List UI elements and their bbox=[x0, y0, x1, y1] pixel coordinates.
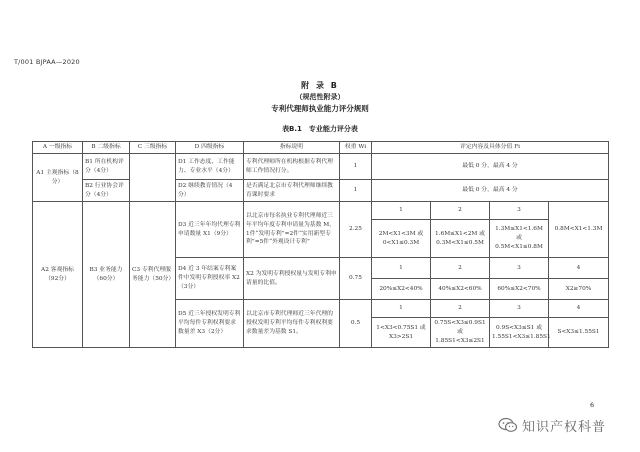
d2-desc: 是否满足北京市专利代理师继续教育课时要求 bbox=[244, 180, 340, 202]
d4-range-4: X2≥70% bbox=[549, 279, 609, 300]
d5-range-2: 0.75S<X3≤0.9S1 或 1.85S1<X3≤2S1 bbox=[431, 318, 490, 348]
b2-cell: B2 行业协会评分（4分） bbox=[83, 180, 130, 202]
wechat-icon bbox=[498, 417, 518, 433]
header-score: 评定内容及具体分值 Fi bbox=[372, 142, 609, 154]
d3-cell: D3 近三年年均代理专利申请数量 X1（9分） bbox=[176, 202, 244, 258]
d5-weight: 0.5 bbox=[340, 300, 372, 348]
d4-weight: 0.75 bbox=[340, 258, 372, 300]
d4-range-3: 60%≤X2<70% bbox=[490, 279, 549, 300]
appendix-title: 专利代理师执业能力评分规则 bbox=[271, 104, 369, 113]
b1-cell: B1 所在机构评分（4分） bbox=[83, 154, 130, 180]
d5-range-3: 0.9S<X3≤S1 或 1.55S1<X3≤1.85S1 bbox=[490, 318, 549, 348]
d4-cell: D4 近 3 年结案专利案件中发明专利授权率 X2（3分） bbox=[176, 258, 244, 300]
d2-score: 最低 0 分，最高 4 分 bbox=[372, 180, 609, 202]
d4-level-2: 2 bbox=[431, 258, 490, 279]
d4-level-3: 3 bbox=[490, 258, 549, 279]
table-header-row bbox=[33, 142, 609, 154]
d5-range-1: 1<X3<0.75S1 或 X3>2S1 bbox=[372, 318, 431, 348]
d2-weight: 1 bbox=[340, 180, 372, 202]
d3-range-2: 1.6M≤X1<2M 或 0.3M<X1≤0.5M bbox=[431, 220, 490, 258]
d3-level-1: 1 bbox=[372, 202, 431, 220]
d4-level-4: 4 bbox=[549, 258, 609, 279]
d2-cell: D2 继续教育情况（4分） bbox=[176, 180, 244, 202]
appendix-label: 附 录 B bbox=[301, 81, 339, 90]
d4-desc: X2 为发明专利授权量与发明专利申请量的比值。 bbox=[244, 258, 340, 300]
standard-code: T/001 BJPAA—2020 bbox=[14, 58, 80, 66]
d4-range-2: 40%≤X2<60% bbox=[431, 279, 490, 300]
d5-level-3: 3 bbox=[490, 300, 549, 318]
table-row bbox=[33, 154, 609, 180]
page-number: 6 bbox=[590, 401, 595, 409]
d3-weight: 2.25 bbox=[340, 202, 372, 258]
watermark bbox=[498, 414, 606, 436]
appendix-nature: （规范性附录） bbox=[295, 93, 345, 101]
score-table bbox=[32, 141, 609, 348]
header-desc: 指标说明 bbox=[244, 142, 340, 154]
d3-level-3: 3 bbox=[490, 202, 549, 220]
d5-level-2: 2 bbox=[431, 300, 490, 318]
header-a: A 一级指标 bbox=[33, 142, 83, 154]
table-title: 表B.1 专业能力评分表 bbox=[282, 125, 358, 133]
header-c: C 三级指标 bbox=[130, 142, 176, 154]
header-d: D 四级指标 bbox=[176, 142, 244, 154]
table-row bbox=[33, 202, 609, 220]
d3-desc: 以北京市每名执业专利代理师近三年平均年度专利申请量为基数 M，1件“发明专利”=2件“实用新型专利”=5件“外观设计专利” bbox=[244, 202, 340, 258]
empty-c-cell bbox=[130, 154, 176, 202]
d5-level-4: 4 bbox=[549, 300, 609, 318]
header-b: B 二级指标 bbox=[83, 142, 130, 154]
b3-cell: B3 业务能力（60分） bbox=[83, 202, 130, 348]
a2-cell: A2 客观指标（92分） bbox=[33, 202, 83, 348]
d3-range-4: 0.8M<X1<1.3M bbox=[549, 202, 609, 258]
d1-score: 最低 0 分，最高 4 分 bbox=[372, 154, 609, 180]
watermark-text: 知识产权科普 bbox=[522, 419, 607, 435]
d5-cell: D5 近三年授权发明专利平均每件专利权利要求数量差 X3（2分） bbox=[176, 300, 244, 348]
d3-range-1: 2M<X1<3M 或 0<X1≤0.3M bbox=[372, 220, 431, 258]
d3-level-2: 2 bbox=[431, 202, 490, 220]
d1-weight: 1 bbox=[340, 154, 372, 180]
header-weight: 权重 Wi bbox=[340, 142, 372, 154]
table-row bbox=[33, 180, 609, 202]
d3-range-3: 1.3M≤X1<1.6M 或 0.5M<X1≤0.8M bbox=[490, 220, 549, 258]
d5-level-1: 1 bbox=[372, 300, 431, 318]
d1-cell: D1 工作态度、工作能力、专业水平（4分） bbox=[176, 154, 244, 180]
c3-cell: C3 专利代理服务能力（50分） bbox=[130, 202, 176, 348]
d4-range-1: 20%≤X2<40% bbox=[372, 279, 431, 300]
d5-desc: 以北京市专利代理师近三年代理的授权发明专利平均每件专利权利要求数量差为基数 S1。 bbox=[244, 300, 340, 348]
d1-desc: 专利代理师所在机构根据专利代理师工作情况打分。 bbox=[244, 154, 340, 180]
a1-cell: A1 主观指标（8分） bbox=[33, 154, 83, 202]
d5-range-4: S<X3≤1.55S1 bbox=[549, 318, 609, 348]
d4-level-1: 1 bbox=[372, 258, 431, 279]
